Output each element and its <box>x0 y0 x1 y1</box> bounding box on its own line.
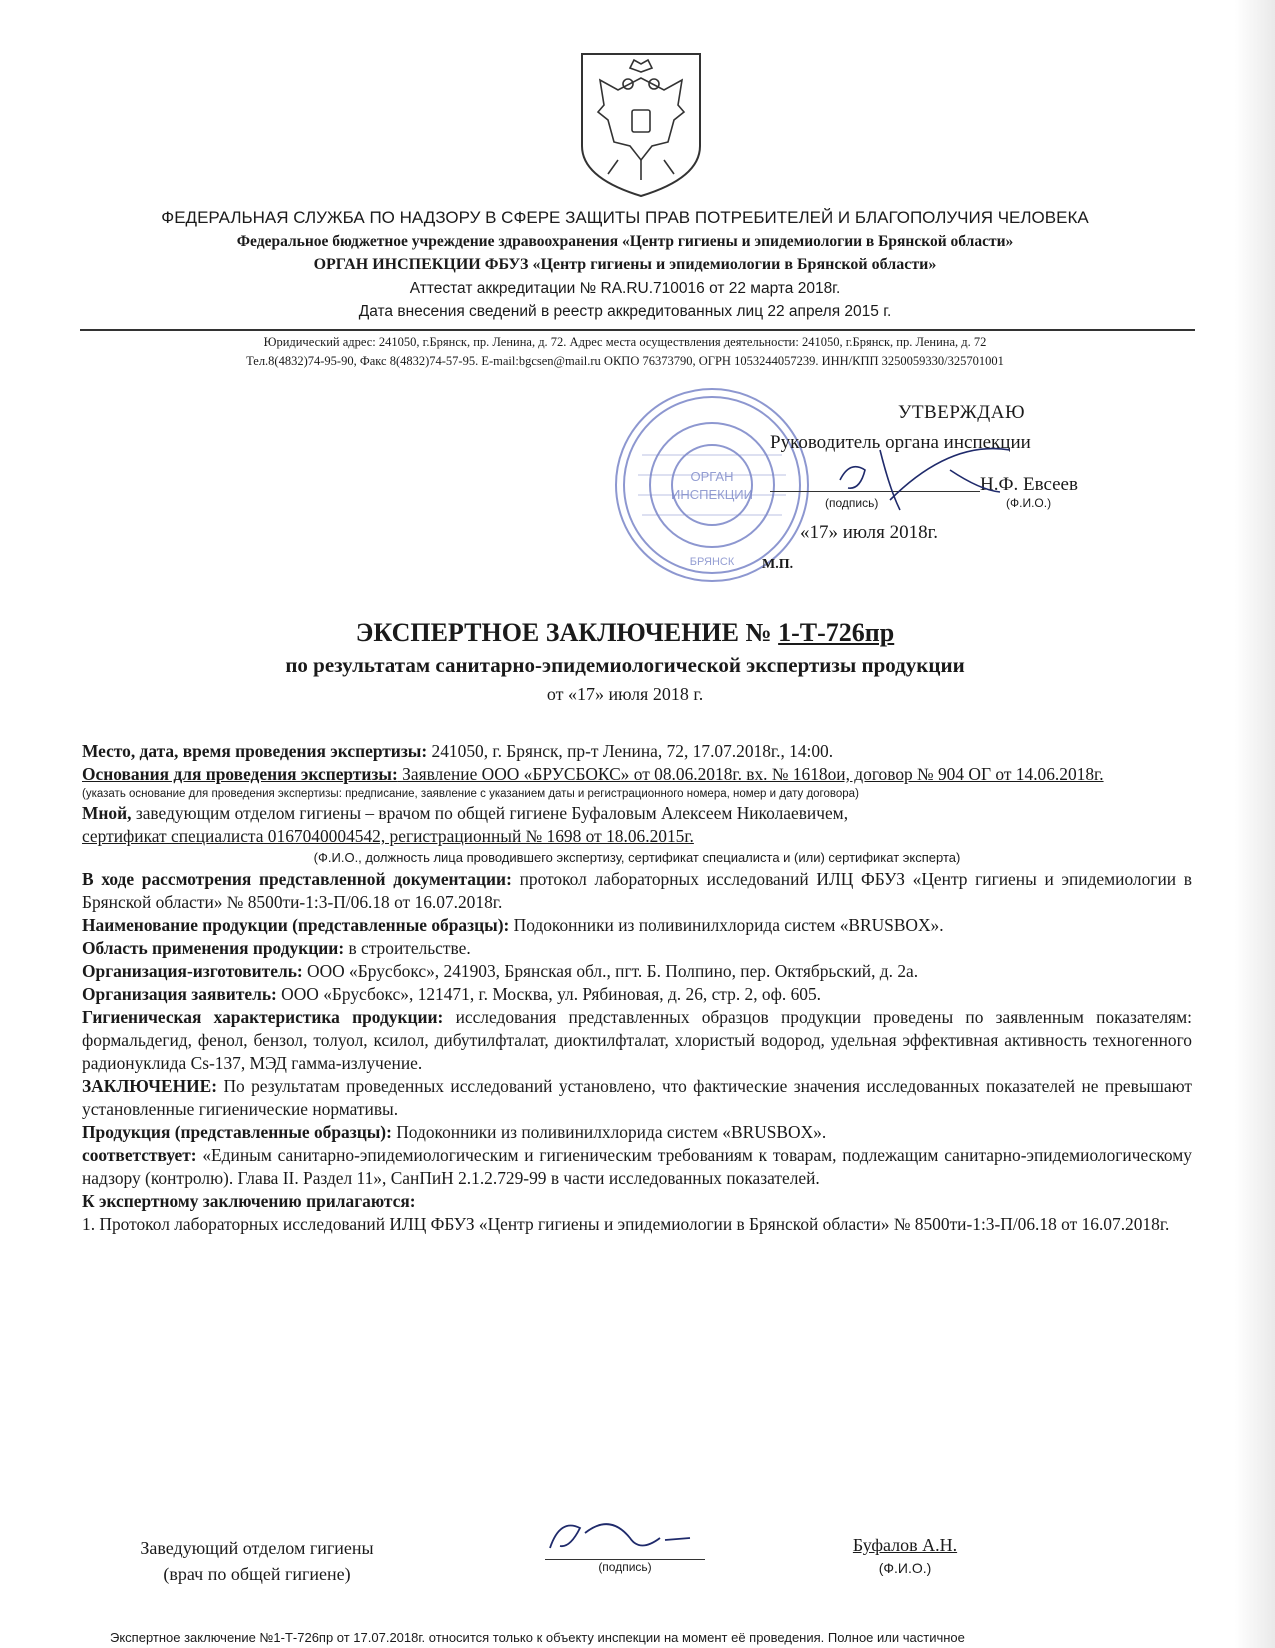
hygiene-value: исследования представленных образцов продукции проведены по заявленным показателям: формальдегид, фенол, бензол, толуол, ксилол, дибутилфталат, диоктилфталат, хлористый водород, удельная эффективная активность техногенного радионуклида Cs-137, МЭД гамма-излучение. <box>82 1007 1192 1073</box>
stamp-center-line1: ОРГАН <box>690 469 734 484</box>
compliance-paragraph <box>82 1144 1192 1190</box>
product2-label: Продукция (представленные образцы): <box>82 1122 392 1142</box>
address-line-2: Тел.8(4832)74-95-90, Факс 8(4832)74-57-95. E-mail:bgcsen@mail.ru ОКПО 76373790, ОГРН 1053244057239. ИНН/КПП 3250059330/325701001 <box>246 354 1004 368</box>
docs-label: В ходе рассмотрения представленной документации: <box>82 869 512 889</box>
document-subtitle: по результатам санитарно-эпидемиологической экспертизы продукции <box>285 653 965 677</box>
product-label: Наименование продукции (представленные образцы): <box>82 915 510 935</box>
attachments-heading <box>82 1190 1192 1213</box>
expert-label: Мной, <box>82 803 132 823</box>
approval-name: Н.Ф. Евсеев <box>980 474 1078 495</box>
address-line-1: Юридический адрес: 241050, г.Брянск, пр. Ленина, д. 72. Адрес места осуществления деятельности: 241050, г.Брянск, пр. Ленина, д. 72 <box>263 335 987 349</box>
document-number: 1-Т-726пр <box>778 618 895 647</box>
expert-certificate: сертификат специалиста 0167040004542, регистрационный № 1698 от 18.06.2015г. <box>82 826 694 846</box>
basis-paragraph <box>82 763 1192 786</box>
approval-date: «17» июля 2018г. <box>800 522 939 543</box>
accreditation-certificate: Аттестат аккредитации № RA.RU.710016 от 22 марта 2018г. <box>409 280 841 297</box>
conclusion-label: ЗАКЛЮЧЕНИЕ: <box>82 1076 218 1096</box>
docs-value: протокол лабораторных исследований ИЛЦ ФБУЗ «Центр гигиены и эпидемиологии в Брянской области» № 8500ти-1:3-П/06.18 от 16.07.2018г. <box>82 869 1192 912</box>
stamp-city: БРЯНСК <box>689 556 735 568</box>
signer-name-block <box>830 1535 980 1576</box>
scan-edge-shadow <box>1235 0 1275 1648</box>
approval-mp: М.П. <box>762 557 794 572</box>
signer-role-line1: Заведующий отделом гигиены <box>140 1538 374 1558</box>
conclusion-value: По результатам проведенных исследований установлено, что фактические значения исследованных показателей не превышают установленные гигиенические нормативы. <box>82 1076 1192 1119</box>
agency-name: ФЕДЕРАЛЬНАЯ СЛУЖБА ПО НАДЗОРУ В СФЕРЕ ЗАЩИТЫ ПРАВ ПОТРЕБИТЕЛЕЙ И БЛАГОПОЛУЧИЯ ЧЕЛОВЕКА <box>161 208 1089 227</box>
basis-note: (указать основание для проведения экспертизы: предписание, заявление с указанием даты и регистрационного номера, номер и дату договора) <box>82 788 859 800</box>
hygiene-paragraph <box>82 1006 1192 1075</box>
signer-signature-caption: (подпись) <box>598 1560 652 1574</box>
scope-label: Область применения продукции: <box>82 938 345 958</box>
signer-signature-block <box>545 1535 705 1574</box>
product-paragraph <box>82 914 1192 937</box>
document-title-text: ЭКСПЕРТНОЕ ЗАКЛЮЧЕНИЕ № <box>355 618 772 647</box>
hygiene-label: Гигиеническая характеристика продукции: <box>82 1007 444 1027</box>
signer-role <box>112 1535 402 1587</box>
approval-role: Руководитель органа инспекции <box>770 432 1031 453</box>
approval-signature-caption: (подпись) <box>825 496 879 510</box>
expert-note: (Ф.И.О., должность лица проводившего экспертизу, сертификат специалиста и (или) сертификат эксперта) <box>313 850 961 865</box>
approval-title: УТВЕРЖДАЮ <box>898 402 1025 423</box>
expert-paragraph <box>82 802 1192 825</box>
compliance-value: «Единым санитарно-эпидемиологическим и гигиеническим требованиям к товарам, подлежащим санитарно-эпидемиологическому надзору (контролю). Глава II. Раздел 11», СанПиН 2.1.2.729-99 в части исследованных показателей. <box>82 1145 1192 1188</box>
footer-note: Экспертное заключение №1-Т-726пр от 17.07.2018г. относится только к объекту инспекции на момент её проведения. Полное или частичное <box>110 1630 965 1645</box>
applicant-paragraph <box>82 983 1192 1006</box>
document-title <box>60 618 1190 648</box>
institution-name: Федеральное бюджетное учреждение здравоохранения «Центр гигиены и эпидемиологии в Брянской области» <box>236 233 1014 250</box>
maker-value: ООО «Брусбокс», 241903, Брянская обл., пгт. Б. Полпино, пер. Октябрьский, д. 2а. <box>302 961 919 981</box>
basis-value: Заявление ООО «БРУСБОКС» от 08.06.2018г. вх. № 1618ои, договор № 904 ОГ от 14.06.2018г. <box>397 764 1104 784</box>
signer-fio-caption: (Ф.И.О.) <box>878 1560 932 1576</box>
place-label: Место, дата, время проведения экспертизы: <box>82 741 428 761</box>
signer-name: Буфалов А.Н. <box>852 1535 958 1555</box>
maker-label: Организация-изготовитель: <box>82 961 303 981</box>
docs-paragraph <box>82 868 1192 914</box>
place-value: 241050, г. Брянск, пр-т Ленина, 72, 17.07.2018г., 14:00. <box>427 741 834 761</box>
registry-date: Дата внесения сведений в реестр аккредитованных лиц 22 апреля 2015 г. <box>358 303 892 320</box>
header-divider <box>80 329 1195 331</box>
document-date: от «17» июля 2018 г. <box>546 684 704 704</box>
product2-paragraph <box>82 1121 1192 1144</box>
attachments-label: К экспертному заключению прилагаются: <box>82 1191 416 1211</box>
product-value: Подоконники из поливинилхлорида систем «BRUSBOX». <box>509 915 944 935</box>
approver-signature <box>830 430 1020 520</box>
compliance-label: соответствует: <box>82 1145 197 1165</box>
inspection-body-name: ОРГАН ИНСПЕКЦИИ ФБУЗ «Центр гигиены и эпидемиологии в Брянской области» <box>313 256 937 273</box>
document-body <box>82 740 1192 1236</box>
coat-of-arms-icon <box>578 50 704 200</box>
scope-value: в строительстве. <box>344 938 471 958</box>
expert-value: заведующим отделом гигиены – врачом по общей гигиене Буфаловым Алексеем Николаевичем, <box>131 803 849 823</box>
applicant-label: Организация заявитель: <box>82 984 277 1004</box>
maker-paragraph <box>82 960 1192 983</box>
scope-paragraph <box>82 937 1192 960</box>
basis-label: Основания для проведения экспертизы: <box>82 764 398 784</box>
applicant-value: ООО «Брусбокс», 121471, г. Москва, ул. Рябиновая, д. 26, стр. 2, оф. 605. <box>276 984 821 1004</box>
approval-fio-caption: (Ф.И.О.) <box>1006 496 1052 510</box>
signer-role-line2: (врач по общей гигиене) <box>163 1564 351 1584</box>
product2-value: Подоконники из поливинилхлорида систем «BRUSBOX». <box>391 1122 827 1142</box>
attachment-item: 1. Протокол лабораторных исследований ИЛЦ ФБУЗ «Центр гигиены и эпидемиологии в Брянской области» № 8500ти-1:3-П/06.18 от 16.07.2018г. <box>82 1214 1170 1234</box>
place-paragraph <box>82 740 1192 763</box>
conclusion-paragraph <box>82 1075 1192 1121</box>
